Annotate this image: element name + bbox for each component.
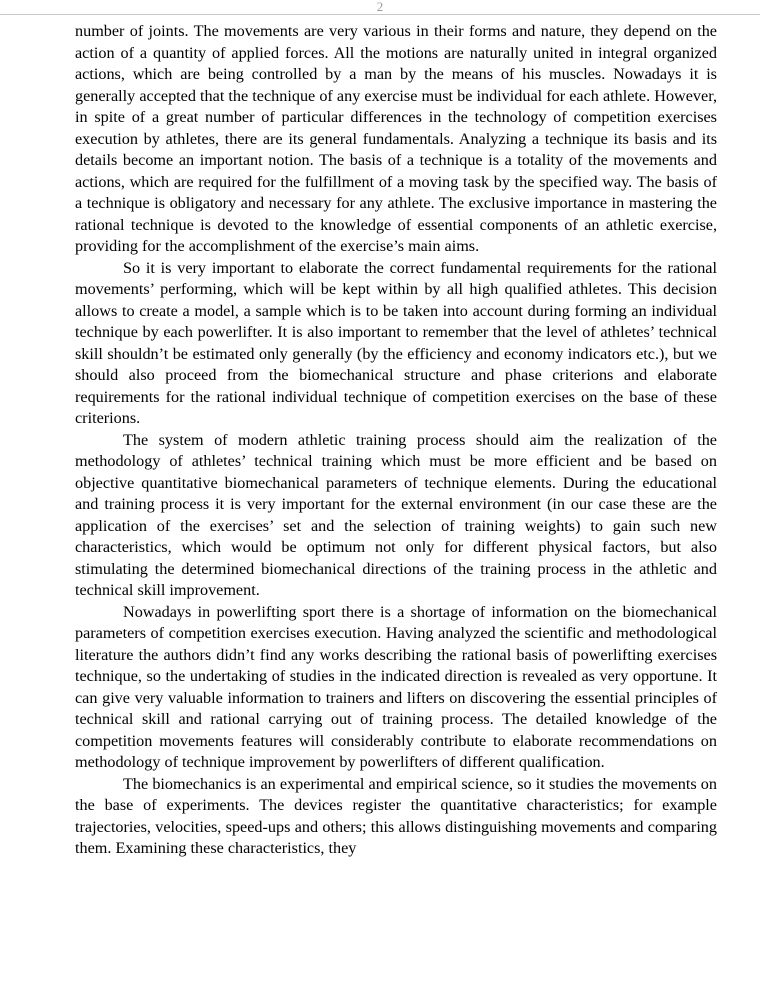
header-divider [0, 14, 760, 15]
paragraph-2: So it is very important to elaborate the correct fundamental requirements for the rational movements’ performing, which will be kept within by all high qualified athletes. This decision allows to create a model, a sample which is to be taken into account during forming an individual technique by each powerlifter. It is also important to remember that the level of athletes’ technical skill shouldn’t be estimated only generally (by the efficiency and economy indicators etc.), but we should also proceed from the biomechanical structure and phase criterions and elaborate requirements for the rational individual technique of competition exercises on the base of these criterions. [75, 258, 717, 427]
paragraph-5: The biomechanics is an experimental and empirical science, so it studies the movements on the base of experiments. The devices register the quantitative characteristics; for example trajectories, velocities, speed-ups and others; this allows distinguishing movements and comparing them. Examining these characteristics, they [75, 774, 717, 857]
paragraph-3: The system of modern athletic training process should aim the realization of the methodology of athletes’ technical training which must be more efficient and be based on objective quantitative biomechanical parameters of technique elements. During the educational and training process it is very important for the external environment (in our case these are the application of the exercises’ set and the selection of training weights) to gain such new characteristics, which would be optimum not only for different physical factors, but also stimulating the determined biomechanical directions of the training process in the athletic and technical skill improvement. [75, 430, 717, 599]
page-number: 2 [376, 0, 384, 14]
document-body [75, 21, 717, 860]
paragraph-4: Nowadays in powerlifting sport there is a shortage of information on the biomechanical parameters of competition exercises execution. Having analyzed the scientific and methodological literature the authors didn’t find any works describing the rational basis of powerlifting exercises technique, so the undertaking of studies in the indicated direction is revealed as very opportune. It can give very valuable information to trainers and lifters on discovering the essential principles of technical skill and rational carrying out of training process. The detailed knowledge of the competition movements features will considerably contribute to elaborate recommendations on methodology of technique improvement by powerlifters of different qualification. [75, 602, 717, 771]
paragraph-1: number of joints. The movements are very various in their forms and nature, they depend on the action of a quantity of applied forces. All the motions are naturally united in integral organized actions, which are being controlled by a man by the means of his muscles. Nowadays it is generally accepted that the technique of any exercise must be individual for each athlete. However, in spite of a great number of particular differences in the technology of competition exercises execution by athletes, there are its general fundamentals. Analyzing a technique its basis and its details become an important notion. The basis of a technique is a totality of the movements and actions, which are required for the fulfillment of a moving task by the specified way. The basis of a technique is obligatory and necessary for any athlete. The exclusive importance in mastering the rational technique is devoted to the knowledge of essential components of an athletic exercise, providing for the accomplishment of the exercise’s main aims. [75, 22, 717, 255]
